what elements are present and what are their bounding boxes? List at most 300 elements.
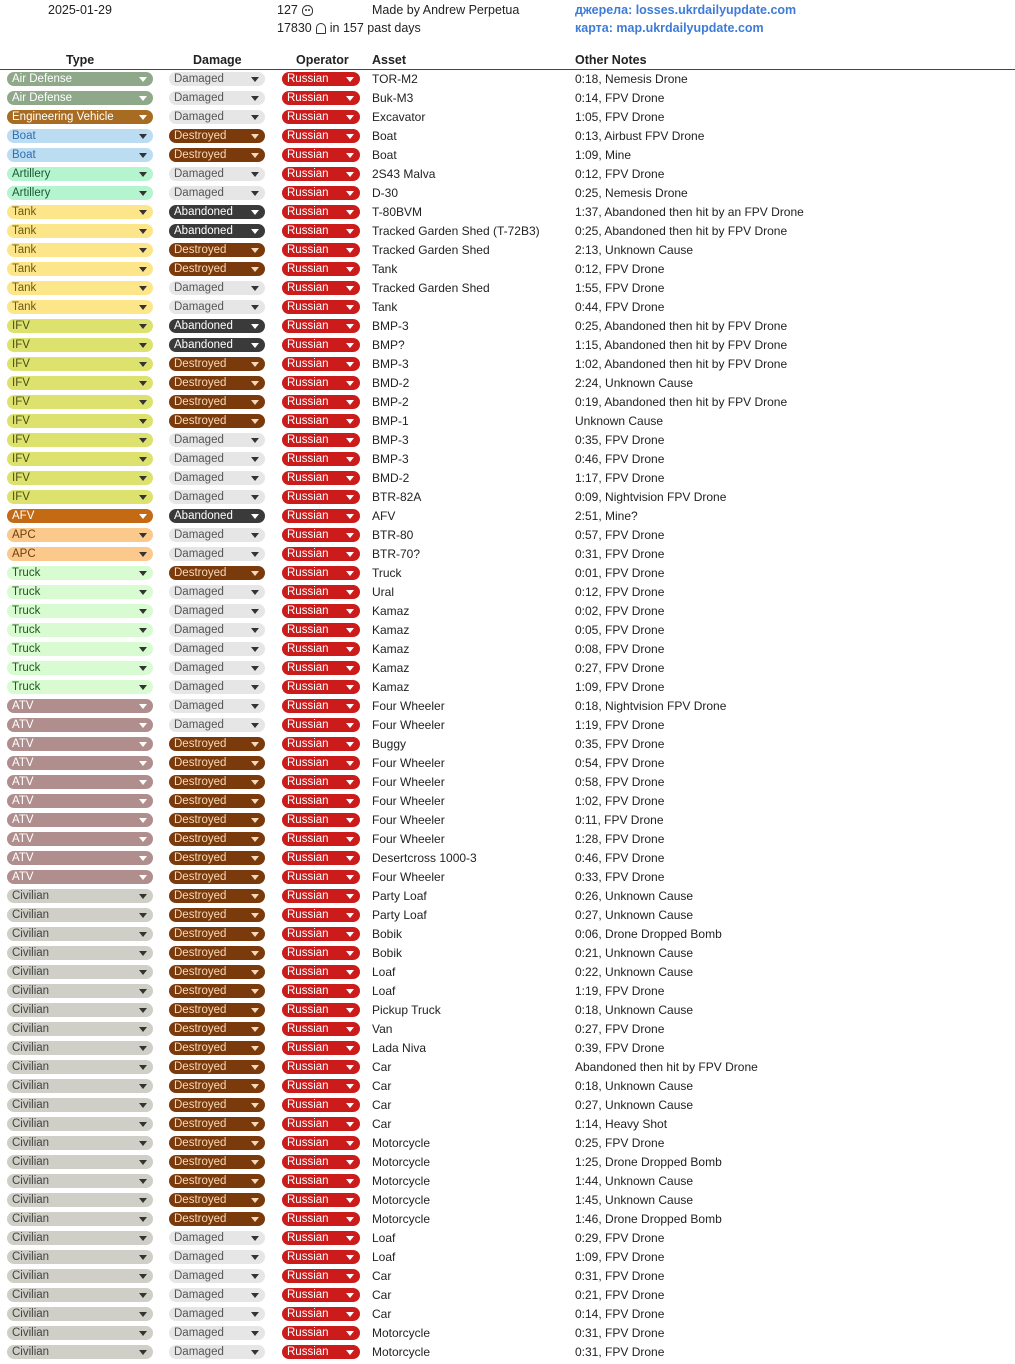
type-select[interactable] [7, 1193, 153, 1207]
dropdown-arrow-icon[interactable] [139, 1293, 147, 1298]
dropdown-arrow-icon[interactable] [346, 533, 354, 538]
dropdown-arrow-icon[interactable] [251, 1274, 259, 1279]
dropdown-arrow-icon[interactable] [251, 723, 259, 728]
dropdown-arrow-icon[interactable] [251, 609, 259, 614]
operator-select[interactable] [282, 357, 360, 371]
operator-select[interactable] [282, 186, 360, 200]
dropdown-arrow-icon[interactable] [139, 742, 147, 747]
operator-select[interactable] [282, 775, 360, 789]
dropdown-arrow-icon[interactable] [139, 799, 147, 804]
operator-select[interactable] [282, 832, 360, 846]
dropdown-arrow-icon[interactable] [251, 552, 259, 557]
dropdown-arrow-icon[interactable] [346, 96, 354, 101]
dropdown-arrow-icon[interactable] [139, 628, 147, 633]
damage-select[interactable] [169, 452, 265, 466]
type-select[interactable] [7, 319, 153, 333]
type-select[interactable] [7, 1136, 153, 1150]
type-select[interactable] [7, 243, 153, 257]
dropdown-arrow-icon[interactable] [346, 609, 354, 614]
dropdown-arrow-icon[interactable] [139, 533, 147, 538]
dropdown-arrow-icon[interactable] [251, 1084, 259, 1089]
dropdown-arrow-icon[interactable] [139, 932, 147, 937]
dropdown-arrow-icon[interactable] [346, 1008, 354, 1013]
damage-select[interactable] [169, 832, 265, 846]
damage-select[interactable] [169, 946, 265, 960]
dropdown-arrow-icon[interactable] [139, 1122, 147, 1127]
type-select[interactable] [7, 452, 153, 466]
dropdown-arrow-icon[interactable] [346, 1255, 354, 1260]
damage-select[interactable] [169, 984, 265, 998]
operator-select[interactable] [282, 547, 360, 561]
dropdown-arrow-icon[interactable] [139, 704, 147, 709]
dropdown-arrow-icon[interactable] [139, 305, 147, 310]
operator-select[interactable] [282, 262, 360, 276]
damage-select[interactable] [169, 148, 265, 162]
damage-select[interactable] [169, 1174, 265, 1188]
dropdown-arrow-icon[interactable] [346, 856, 354, 861]
damage-select[interactable] [169, 585, 265, 599]
dropdown-arrow-icon[interactable] [139, 1236, 147, 1241]
dropdown-arrow-icon[interactable] [346, 400, 354, 405]
dropdown-arrow-icon[interactable] [251, 1217, 259, 1222]
dropdown-arrow-icon[interactable] [139, 172, 147, 177]
type-select[interactable] [7, 946, 153, 960]
operator-select[interactable] [282, 1003, 360, 1017]
dropdown-arrow-icon[interactable] [346, 210, 354, 215]
type-select[interactable] [7, 72, 153, 86]
dropdown-arrow-icon[interactable] [346, 362, 354, 367]
damage-select[interactable] [169, 1288, 265, 1302]
operator-select[interactable] [282, 243, 360, 257]
damage-select[interactable] [169, 1041, 265, 1055]
dropdown-arrow-icon[interactable] [251, 495, 259, 500]
damage-select[interactable] [169, 604, 265, 618]
dropdown-arrow-icon[interactable] [346, 1103, 354, 1108]
type-select[interactable] [7, 224, 153, 238]
dropdown-arrow-icon[interactable] [346, 1350, 354, 1355]
operator-select[interactable] [282, 224, 360, 238]
type-select[interactable] [7, 1117, 153, 1131]
dropdown-arrow-icon[interactable] [139, 590, 147, 595]
operator-select[interactable] [282, 490, 360, 504]
dropdown-arrow-icon[interactable] [346, 1331, 354, 1336]
damage-select[interactable] [169, 1326, 265, 1340]
operator-select[interactable] [282, 1136, 360, 1150]
damage-select[interactable] [169, 433, 265, 447]
dropdown-arrow-icon[interactable] [139, 552, 147, 557]
type-select[interactable] [7, 509, 153, 523]
dropdown-arrow-icon[interactable] [346, 305, 354, 310]
type-select[interactable] [7, 490, 153, 504]
dropdown-arrow-icon[interactable] [139, 1103, 147, 1108]
dropdown-arrow-icon[interactable] [139, 115, 147, 120]
dropdown-arrow-icon[interactable] [346, 989, 354, 994]
dropdown-arrow-icon[interactable] [139, 1179, 147, 1184]
type-select[interactable] [7, 889, 153, 903]
type-select[interactable] [7, 376, 153, 390]
dropdown-arrow-icon[interactable] [251, 115, 259, 120]
dropdown-arrow-icon[interactable] [251, 286, 259, 291]
dropdown-arrow-icon[interactable] [346, 1312, 354, 1317]
dropdown-arrow-icon[interactable] [251, 267, 259, 272]
type-select[interactable] [7, 585, 153, 599]
dropdown-arrow-icon[interactable] [346, 438, 354, 443]
damage-select[interactable] [169, 1193, 265, 1207]
type-select[interactable] [7, 984, 153, 998]
damage-select[interactable] [169, 927, 265, 941]
type-select[interactable] [7, 414, 153, 428]
dropdown-arrow-icon[interactable] [251, 1122, 259, 1127]
damage-select[interactable] [169, 1345, 265, 1359]
type-select[interactable] [7, 338, 153, 352]
dropdown-arrow-icon[interactable] [346, 1179, 354, 1184]
damage-select[interactable] [169, 262, 265, 276]
type-select[interactable] [7, 1060, 153, 1074]
dropdown-arrow-icon[interactable] [251, 1065, 259, 1070]
dropdown-arrow-icon[interactable] [251, 1046, 259, 1051]
type-select[interactable] [7, 433, 153, 447]
dropdown-arrow-icon[interactable] [251, 666, 259, 671]
operator-select[interactable] [282, 319, 360, 333]
dropdown-arrow-icon[interactable] [346, 837, 354, 842]
dropdown-arrow-icon[interactable] [139, 951, 147, 956]
dropdown-arrow-icon[interactable] [139, 723, 147, 728]
type-select[interactable] [7, 1155, 153, 1169]
dropdown-arrow-icon[interactable] [251, 381, 259, 386]
operator-select[interactable] [282, 794, 360, 808]
dropdown-arrow-icon[interactable] [346, 1160, 354, 1165]
damage-select[interactable] [169, 1250, 265, 1264]
dropdown-arrow-icon[interactable] [139, 1046, 147, 1051]
type-select[interactable] [7, 186, 153, 200]
operator-select[interactable] [282, 604, 360, 618]
operator-select[interactable] [282, 72, 360, 86]
type-select[interactable] [7, 604, 153, 618]
dropdown-arrow-icon[interactable] [346, 134, 354, 139]
dropdown-arrow-icon[interactable] [346, 419, 354, 424]
type-select[interactable] [7, 395, 153, 409]
type-select[interactable] [7, 281, 153, 295]
dropdown-arrow-icon[interactable] [346, 1027, 354, 1032]
dropdown-arrow-icon[interactable] [139, 324, 147, 329]
operator-select[interactable] [282, 509, 360, 523]
damage-select[interactable] [169, 680, 265, 694]
type-select[interactable] [7, 1231, 153, 1245]
dropdown-arrow-icon[interactable] [251, 77, 259, 82]
damage-select[interactable] [169, 300, 265, 314]
dropdown-arrow-icon[interactable] [346, 628, 354, 633]
dropdown-arrow-icon[interactable] [139, 400, 147, 405]
dropdown-arrow-icon[interactable] [139, 1198, 147, 1203]
dropdown-arrow-icon[interactable] [346, 780, 354, 785]
dropdown-arrow-icon[interactable] [251, 932, 259, 937]
dropdown-arrow-icon[interactable] [139, 419, 147, 424]
operator-select[interactable] [282, 718, 360, 732]
type-select[interactable] [7, 1307, 153, 1321]
dropdown-arrow-icon[interactable] [346, 77, 354, 82]
dropdown-arrow-icon[interactable] [139, 761, 147, 766]
damage-select[interactable] [169, 319, 265, 333]
dropdown-arrow-icon[interactable] [139, 1274, 147, 1279]
operator-select[interactable] [282, 414, 360, 428]
operator-select[interactable] [282, 756, 360, 770]
dropdown-arrow-icon[interactable] [139, 685, 147, 690]
operator-select[interactable] [282, 566, 360, 580]
type-select[interactable] [7, 908, 153, 922]
dropdown-arrow-icon[interactable] [346, 1198, 354, 1203]
dropdown-arrow-icon[interactable] [251, 1141, 259, 1146]
dropdown-arrow-icon[interactable] [346, 1217, 354, 1222]
dropdown-arrow-icon[interactable] [251, 419, 259, 424]
dropdown-arrow-icon[interactable] [251, 400, 259, 405]
operator-select[interactable] [282, 148, 360, 162]
dropdown-arrow-icon[interactable] [139, 780, 147, 785]
dropdown-arrow-icon[interactable] [346, 666, 354, 671]
damage-select[interactable] [169, 1022, 265, 1036]
damage-select[interactable] [169, 623, 265, 637]
dropdown-arrow-icon[interactable] [251, 780, 259, 785]
dropdown-arrow-icon[interactable] [139, 362, 147, 367]
operator-select[interactable] [282, 1117, 360, 1131]
dropdown-arrow-icon[interactable] [139, 286, 147, 291]
dropdown-arrow-icon[interactable] [251, 951, 259, 956]
dropdown-arrow-icon[interactable] [251, 134, 259, 139]
type-select[interactable] [7, 661, 153, 675]
operator-select[interactable] [282, 1022, 360, 1036]
dropdown-arrow-icon[interactable] [346, 875, 354, 880]
damage-select[interactable] [169, 1307, 265, 1321]
type-select[interactable] [7, 1098, 153, 1112]
dropdown-arrow-icon[interactable] [346, 552, 354, 557]
dropdown-arrow-icon[interactable] [251, 837, 259, 842]
dropdown-arrow-icon[interactable] [251, 1008, 259, 1013]
map-link[interactable]: карта: map.ukrdailyupdate.com [575, 21, 764, 35]
operator-select[interactable] [282, 661, 360, 675]
dropdown-arrow-icon[interactable] [139, 1331, 147, 1336]
dropdown-arrow-icon[interactable] [251, 229, 259, 234]
dropdown-arrow-icon[interactable] [346, 1274, 354, 1279]
dropdown-arrow-icon[interactable] [139, 1160, 147, 1165]
operator-select[interactable] [282, 585, 360, 599]
dropdown-arrow-icon[interactable] [139, 457, 147, 462]
operator-select[interactable] [282, 1250, 360, 1264]
dropdown-arrow-icon[interactable] [139, 1008, 147, 1013]
dropdown-arrow-icon[interactable] [139, 837, 147, 842]
dropdown-arrow-icon[interactable] [251, 1293, 259, 1298]
dropdown-arrow-icon[interactable] [346, 723, 354, 728]
dropdown-arrow-icon[interactable] [251, 153, 259, 158]
dropdown-arrow-icon[interactable] [251, 324, 259, 329]
damage-select[interactable] [169, 224, 265, 238]
type-select[interactable] [7, 1288, 153, 1302]
dropdown-arrow-icon[interactable] [139, 514, 147, 519]
dropdown-arrow-icon[interactable] [346, 647, 354, 652]
dropdown-arrow-icon[interactable] [251, 343, 259, 348]
operator-select[interactable] [282, 1231, 360, 1245]
operator-select[interactable] [282, 1345, 360, 1359]
operator-select[interactable] [282, 1155, 360, 1169]
type-select[interactable] [7, 129, 153, 143]
damage-select[interactable] [169, 281, 265, 295]
dropdown-arrow-icon[interactable] [251, 248, 259, 253]
dropdown-arrow-icon[interactable] [251, 1255, 259, 1260]
dropdown-arrow-icon[interactable] [346, 191, 354, 196]
operator-select[interactable] [282, 737, 360, 751]
damage-select[interactable] [169, 908, 265, 922]
dropdown-arrow-icon[interactable] [251, 590, 259, 595]
dropdown-arrow-icon[interactable] [346, 1141, 354, 1146]
dropdown-arrow-icon[interactable] [139, 1350, 147, 1355]
dropdown-arrow-icon[interactable] [346, 324, 354, 329]
dropdown-arrow-icon[interactable] [139, 210, 147, 215]
dropdown-arrow-icon[interactable] [346, 799, 354, 804]
dropdown-arrow-icon[interactable] [346, 1084, 354, 1089]
dropdown-arrow-icon[interactable] [346, 153, 354, 158]
dropdown-arrow-icon[interactable] [139, 134, 147, 139]
damage-select[interactable] [169, 1117, 265, 1131]
type-select[interactable] [7, 357, 153, 371]
dropdown-arrow-icon[interactable] [251, 96, 259, 101]
dropdown-arrow-icon[interactable] [346, 115, 354, 120]
dropdown-arrow-icon[interactable] [346, 1236, 354, 1241]
damage-select[interactable] [169, 186, 265, 200]
operator-select[interactable] [282, 946, 360, 960]
dropdown-arrow-icon[interactable] [251, 818, 259, 823]
operator-select[interactable] [282, 965, 360, 979]
dropdown-arrow-icon[interactable] [346, 818, 354, 823]
dropdown-arrow-icon[interactable] [139, 191, 147, 196]
operator-select[interactable] [282, 699, 360, 713]
dropdown-arrow-icon[interactable] [346, 742, 354, 747]
dropdown-arrow-icon[interactable] [139, 248, 147, 253]
damage-select[interactable] [169, 889, 265, 903]
operator-select[interactable] [282, 1098, 360, 1112]
dropdown-arrow-icon[interactable] [346, 343, 354, 348]
damage-select[interactable] [169, 91, 265, 105]
dropdown-arrow-icon[interactable] [139, 1065, 147, 1070]
type-select[interactable] [7, 756, 153, 770]
type-select[interactable] [7, 1250, 153, 1264]
dropdown-arrow-icon[interactable] [251, 191, 259, 196]
dropdown-arrow-icon[interactable] [251, 533, 259, 538]
dropdown-arrow-icon[interactable] [139, 856, 147, 861]
dropdown-arrow-icon[interactable] [251, 989, 259, 994]
operator-select[interactable] [282, 813, 360, 827]
dropdown-arrow-icon[interactable] [139, 381, 147, 386]
dropdown-arrow-icon[interactable] [251, 457, 259, 462]
dropdown-arrow-icon[interactable] [251, 894, 259, 899]
dropdown-arrow-icon[interactable] [346, 381, 354, 386]
dropdown-arrow-icon[interactable] [251, 856, 259, 861]
dropdown-arrow-icon[interactable] [139, 875, 147, 880]
dropdown-arrow-icon[interactable] [251, 1103, 259, 1108]
type-select[interactable] [7, 262, 153, 276]
operator-select[interactable] [282, 1269, 360, 1283]
dropdown-arrow-icon[interactable] [251, 742, 259, 747]
type-select[interactable] [7, 642, 153, 656]
dropdown-arrow-icon[interactable] [251, 210, 259, 215]
operator-select[interactable] [282, 1060, 360, 1074]
damage-select[interactable] [169, 205, 265, 219]
dropdown-arrow-icon[interactable] [139, 818, 147, 823]
operator-select[interactable] [282, 167, 360, 181]
damage-select[interactable] [169, 775, 265, 789]
operator-select[interactable] [282, 1307, 360, 1321]
damage-select[interactable] [169, 528, 265, 542]
type-select[interactable] [7, 965, 153, 979]
dropdown-arrow-icon[interactable] [346, 1046, 354, 1051]
dropdown-arrow-icon[interactable] [346, 970, 354, 975]
operator-select[interactable] [282, 205, 360, 219]
type-select[interactable] [7, 851, 153, 865]
type-select[interactable] [7, 680, 153, 694]
operator-select[interactable] [282, 129, 360, 143]
operator-select[interactable] [282, 984, 360, 998]
dropdown-arrow-icon[interactable] [251, 704, 259, 709]
type-select[interactable] [7, 1022, 153, 1036]
dropdown-arrow-icon[interactable] [346, 913, 354, 918]
operator-select[interactable] [282, 281, 360, 295]
sources-link[interactable]: джерела: losses.ukrdailyupdate.com [575, 3, 797, 17]
dropdown-arrow-icon[interactable] [346, 286, 354, 291]
dropdown-arrow-icon[interactable] [139, 1084, 147, 1089]
type-select[interactable] [7, 927, 153, 941]
dropdown-arrow-icon[interactable] [139, 666, 147, 671]
damage-select[interactable] [169, 1060, 265, 1074]
type-select[interactable] [7, 737, 153, 751]
dropdown-arrow-icon[interactable] [251, 1198, 259, 1203]
damage-select[interactable] [169, 1269, 265, 1283]
damage-select[interactable] [169, 243, 265, 257]
type-select[interactable] [7, 205, 153, 219]
dropdown-arrow-icon[interactable] [346, 1065, 354, 1070]
damage-select[interactable] [169, 1231, 265, 1245]
operator-select[interactable] [282, 642, 360, 656]
operator-select[interactable] [282, 623, 360, 637]
dropdown-arrow-icon[interactable] [346, 248, 354, 253]
dropdown-arrow-icon[interactable] [251, 438, 259, 443]
damage-select[interactable] [169, 1079, 265, 1093]
dropdown-arrow-icon[interactable] [346, 761, 354, 766]
damage-select[interactable] [169, 414, 265, 428]
damage-select[interactable] [169, 642, 265, 656]
dropdown-arrow-icon[interactable] [139, 571, 147, 576]
type-select[interactable] [7, 870, 153, 884]
damage-select[interactable] [169, 756, 265, 770]
damage-select[interactable] [169, 509, 265, 523]
operator-select[interactable] [282, 110, 360, 124]
operator-select[interactable] [282, 1326, 360, 1340]
dropdown-arrow-icon[interactable] [251, 970, 259, 975]
damage-select[interactable] [169, 129, 265, 143]
operator-select[interactable] [282, 471, 360, 485]
dropdown-arrow-icon[interactable] [251, 172, 259, 177]
type-select[interactable] [7, 1269, 153, 1283]
damage-select[interactable] [169, 357, 265, 371]
type-select[interactable] [7, 471, 153, 485]
dropdown-arrow-icon[interactable] [139, 989, 147, 994]
type-select[interactable] [7, 110, 153, 124]
dropdown-arrow-icon[interactable] [139, 894, 147, 899]
damage-select[interactable] [169, 851, 265, 865]
dropdown-arrow-icon[interactable] [346, 514, 354, 519]
damage-select[interactable] [169, 338, 265, 352]
operator-select[interactable] [282, 870, 360, 884]
damage-select[interactable] [169, 490, 265, 504]
type-select[interactable] [7, 148, 153, 162]
type-select[interactable] [7, 813, 153, 827]
damage-select[interactable] [169, 1212, 265, 1226]
